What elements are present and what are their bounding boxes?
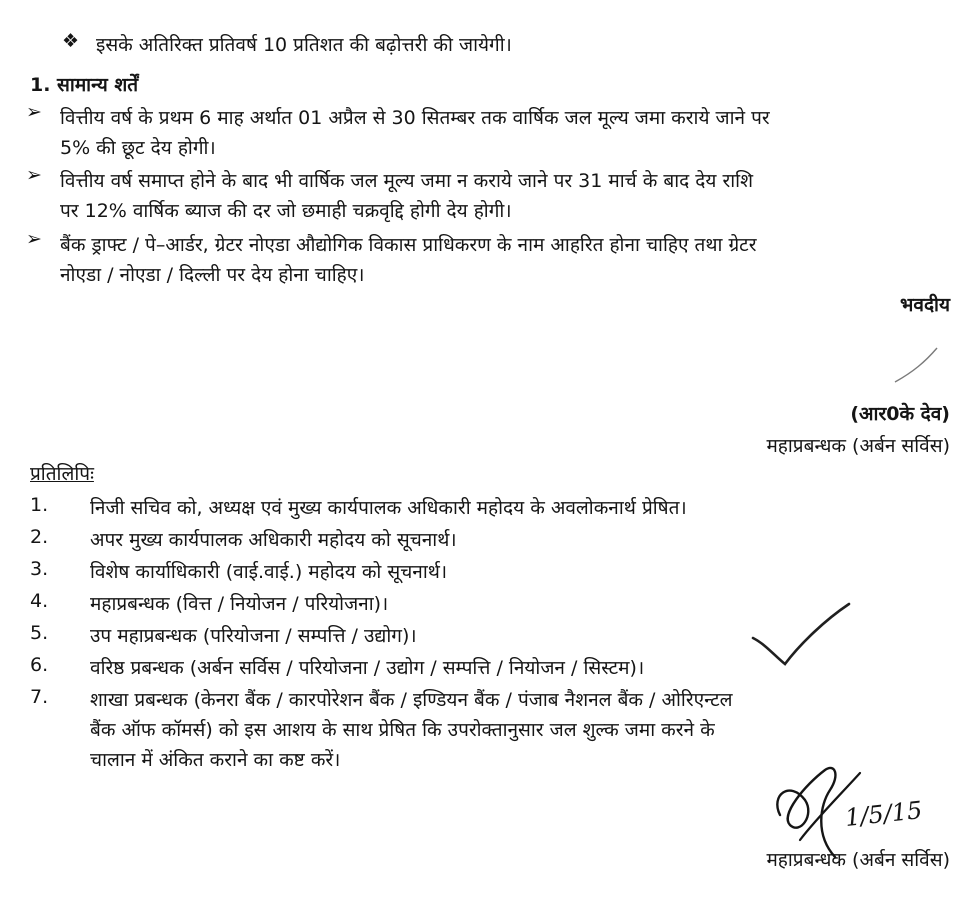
condition-line: 5% की छूट देय होगी। [60, 137, 216, 159]
signature-mark-small [885, 340, 945, 390]
copy-to-number: 5. [30, 622, 49, 644]
condition-line: वित्तीय वर्ष समाप्त होने के बाद भी वार्षिक जल मूल्य जमा न कराये जाने पर 31 मार्च के बाद देय राशि [60, 170, 753, 192]
copy-to-number: 6. [30, 654, 49, 676]
signature-date: 1/5/15 [843, 796, 924, 832]
general-conditions-heading: 1. सामान्य शर्तें [30, 74, 139, 96]
top-note-bullet: ❖ [62, 30, 80, 52]
copy-to-text: उप महाप्रबन्धक (परियोजना / सम्पत्ति / उद्योग)। [90, 625, 417, 647]
copy-to-number: 3. [30, 558, 49, 580]
condition-bullet: ➢ [26, 164, 42, 186]
signatory-name: (आर0के देव) [850, 403, 950, 425]
condition-line: नोएडा / नोएडा / दिल्ली पर देय होना चाहिए। [60, 264, 365, 286]
copy-to-number: 4. [30, 590, 49, 612]
copy-to-text: वरिष्ठ प्रबन्धक (अर्बन सर्विस / परियोजना / उद्योग / सम्पत्ति / नियोजन / सिस्टम)। [90, 657, 645, 679]
copy-to-number: 1. [30, 494, 49, 516]
condition-line: पर 12% वार्षिक ब्याज की दर जो छमाही चक्रवृद्दि होगी देय होगी। [60, 200, 512, 222]
condition-bullet: ➢ [26, 101, 42, 123]
copy-to-heading: प्रतिलिपिः [30, 463, 94, 485]
copy-to-text: निजी सचिव को, अध्यक्ष एवं मुख्य कार्यपालक अधिकारी महोदय के अवलोकनार्थ प्रेषित। [90, 497, 687, 519]
condition-line: बैंक ड्राफ्ट / पे–आर्डर, ग्रेटर नोएडा औद्योगिक विकास प्राधिकरण के नाम आहरित होना चाहिए तथा ग्रेटर [60, 234, 757, 256]
copy-to-number: 7. [30, 686, 49, 708]
copy-to-text: अपर मुख्य कार्यपालक अधिकारी महोदय को सूचनार्थ। [90, 529, 457, 551]
copy-to-number: 2. [30, 526, 49, 548]
condition-bullet: ➢ [26, 228, 42, 250]
copy-to-text: महाप्रबन्धक (वित्त / नियोजन / परियोजना)। [90, 593, 389, 615]
check-mark-icon [745, 600, 855, 670]
copy-to-text: चालान में अंकित कराने का कष्ट करें। [90, 749, 341, 771]
signatory-designation: महाप्रबन्धक (अर्बन सर्विस) [766, 435, 950, 457]
final-designation: महाप्रबन्धक (अर्बन सर्विस) [766, 849, 950, 871]
condition-line: वित्तीय वर्ष के प्रथम 6 माह अर्थात 01 अप्रैल से 30 सितम्बर तक वार्षिक जल मूल्य जमा कराये जाने पर [60, 107, 770, 129]
copy-to-text: बैंक ऑफ कॉमर्स) को इस आशय के साथ प्रेषित कि उपरोक्तानुसार जल शुल्क जमा करने के [90, 719, 715, 741]
salutation: भवदीय [900, 294, 950, 316]
copy-to-text: विशेष कार्याधिकारी (वाई.वाई.) महोदय को सूचनार्थ। [90, 561, 448, 583]
copy-to-text: शाखा प्रबन्धक (केनरा बैंक / कारपोरेशन बैंक / इण्डियन बैंक / पंजाब नैशनल बैंक / ओरिएन्टल [90, 689, 733, 711]
top-note-text: इसके अतिरिक्त प्रतिवर्ष 10 प्रतिशत की बढ़ोत्तरी की जायेगी। [96, 34, 512, 56]
